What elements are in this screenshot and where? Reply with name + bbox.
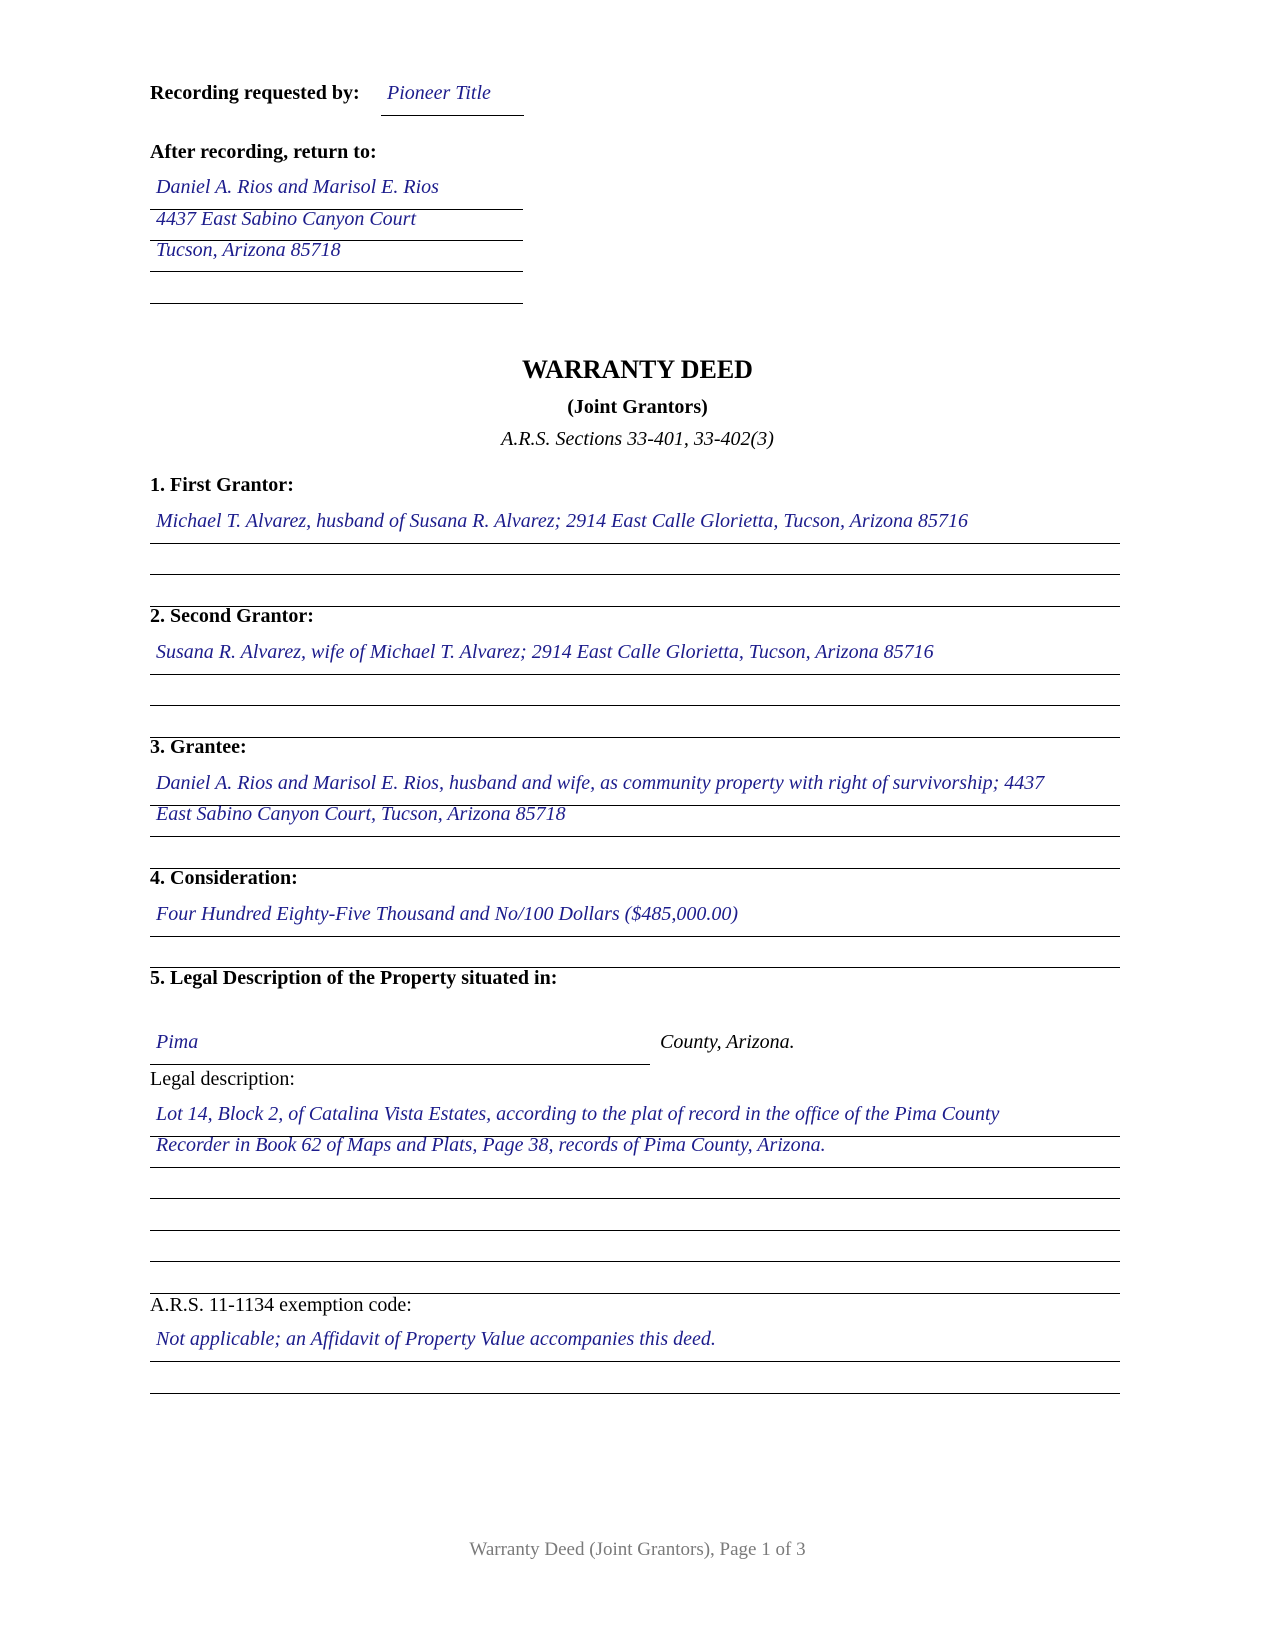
legal-description-rule	[150, 1167, 1120, 1168]
first-grantor-rule	[150, 574, 1120, 575]
page-footer: Warranty Deed (Joint Grantors), Page 1 of 3	[469, 1539, 806, 1560]
statute-reference: A.R.S. Sections 33-401, 33-402(3)	[501, 428, 774, 450]
first-grantor-label: 1. First Grantor:	[150, 474, 294, 496]
legal-description-label: 5. Legal Description of the Property situated in:	[150, 967, 558, 989]
first-grantor-rule	[150, 543, 1120, 544]
return-to-label: After recording, return to:	[150, 141, 377, 163]
first-grantor-field[interactable]: Michael T. Alvarez, husband of Susana R. Alvarez; 2914 East Calle Glorietta, Tucson, Arizona 85716	[156, 510, 969, 532]
exemption-code-label: A.R.S. 11-1134 exemption code:	[150, 1294, 412, 1316]
grantee-label: 3. Grantee:	[150, 736, 247, 758]
second-grantor-field[interactable]: Susana R. Alvarez, wife of Michael T. Alvarez; 2914 East Calle Glorietta, Tucson, Arizona 85716	[156, 641, 934, 663]
legal-description-rule	[150, 1261, 1120, 1262]
grantee-field-line-2[interactable]: East Sabino Canyon Court, Tucson, Arizona 85718	[156, 803, 566, 825]
return-to-rule	[150, 303, 523, 304]
recording-requested-by-label: Recording requested by:	[150, 82, 360, 104]
legal-description-rule	[150, 1230, 1120, 1231]
document-subtitle: (Joint Grantors)	[567, 396, 708, 418]
consideration-rule	[150, 936, 1120, 937]
exemption-code-field[interactable]: Not applicable; an Affidavit of Property Value accompanies this deed.	[156, 1328, 716, 1350]
exemption-code-rule	[150, 1361, 1120, 1362]
document-title: WARRANTY DEED	[522, 355, 753, 384]
legal-description-field-line-1[interactable]: Lot 14, Block 2, of Catalina Vista Estates, according to the plat of record in the office of the Pima County	[156, 1103, 1000, 1125]
return-to-rule	[150, 271, 523, 272]
second-grantor-label: 2. Second Grantor:	[150, 605, 314, 627]
return-to-street-field[interactable]: 4437 East Sabino Canyon Court	[156, 208, 417, 230]
return-to-city-field[interactable]: Tucson, Arizona 85718	[156, 239, 341, 261]
grantee-rule	[150, 836, 1120, 837]
exemption-code-rule	[150, 1393, 1120, 1394]
return-to-name-field[interactable]: Daniel A. Rios and Marisol E. Rios	[156, 176, 439, 198]
consideration-label: 4. Consideration:	[150, 867, 298, 889]
second-grantor-rule	[150, 705, 1120, 706]
county-field[interactable]: Pima	[156, 1031, 199, 1053]
legal-description-field-line-2[interactable]: Recorder in Book 62 of Maps and Plats, Page 38, records of Pima County, Arizona.	[156, 1134, 826, 1156]
grantee-field-line-1[interactable]: Daniel A. Rios and Marisol E. Rios, husband and wife, as community property with right of survivorship; 4437	[156, 772, 1045, 794]
second-grantor-rule	[150, 674, 1120, 675]
legal-description-rule	[150, 1198, 1120, 1199]
consideration-field[interactable]: Four Hundred Eighty-Five Thousand and No/100 Dollars ($485,000.00)	[156, 903, 739, 925]
legal-description-sublabel: Legal description:	[150, 1068, 295, 1090]
recording-requested-by-field[interactable]: Pioneer Title	[387, 82, 491, 104]
second-grantor-rule	[150, 737, 1120, 738]
county-suffix-text: County, Arizona.	[660, 1031, 795, 1053]
requested-by-underline	[381, 115, 524, 116]
county-underline	[150, 1064, 650, 1065]
